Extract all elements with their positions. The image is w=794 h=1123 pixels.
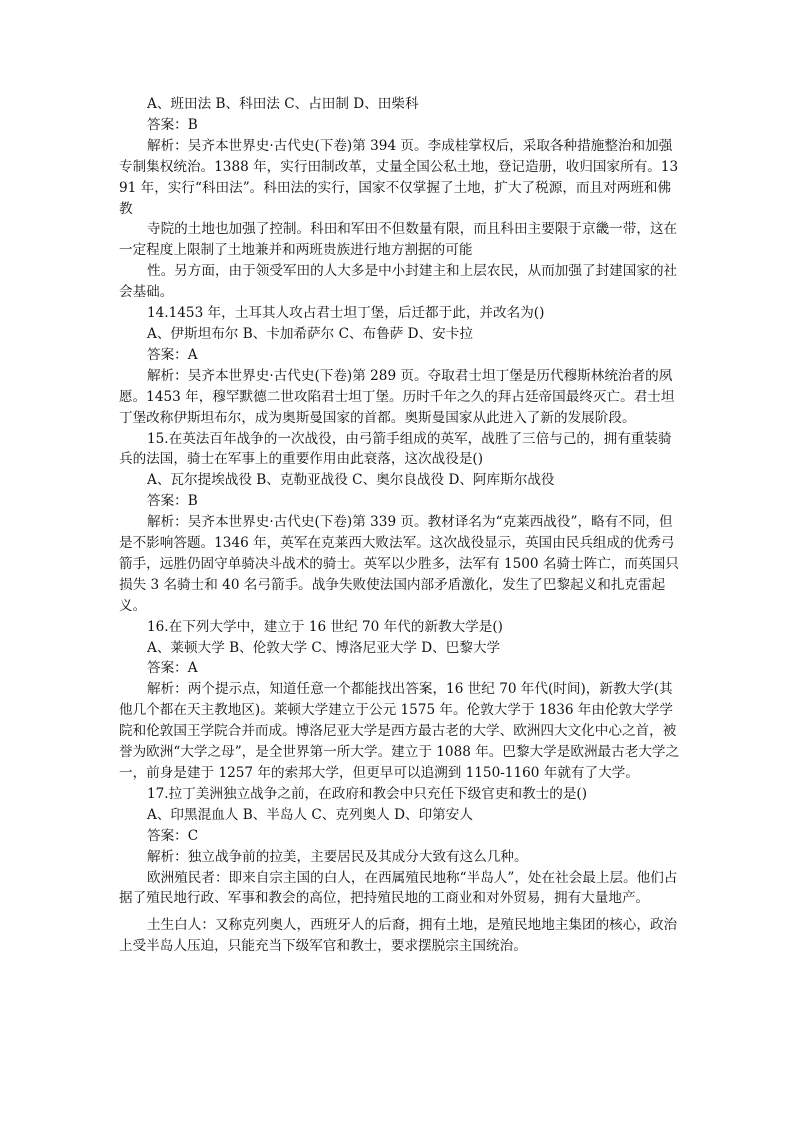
q15-answer: 答案：B — [147, 493, 198, 510]
q15-analysis: 解析：吴齐本世界史·古代史(下卷)第 339 页。教材译名为“克莱西战役”，略有不同，但是不影响答题。1346 年，英军在克莱西大败法军。这次战役显示，英国由民兵组成的优秀弓箭手，远胜仍固守单骑决斗战术的骑士。英军以少胜多，法军有 1500 名骑士阵亡，而英国只损失 3 名骑士和 40 名弓箭手。战争失败使法国内部矛盾激化，发生了巴黎起义和扎克雷起义。 — [119, 514, 679, 614]
q15-options: A、瓦尔提埃战役 B、克勒亚战役 C、奥尔良战役 D、阿库斯尔战役 — [147, 472, 555, 489]
q17-question: 17.拉丁美洲独立战争之前，在政府和教会中只充任下级官吏和教士的是() — [147, 785, 588, 802]
q16-analysis: 解析：两个提示点，知道任意一个都能找出答案，16 世纪 70 年代(时间)，新教大学(其他几个都在天主教地区)。莱顿大学建立于公元 1575 年。伦敦大学于 1836 年由伦敦大学学院和伦敦国王学院合并而成。博洛尼亚大学是西方最古老的大学、欧洲四大文化中心之首，被誉为欧洲“大学之母”，是全世界第一所大学。建立于 1088 年。巴黎大学是欧洲最古老大学之一，前身是建于 1257 年的索邦大学，但更早可以追溯到 1150-1160 年就有了大学。 — [119, 681, 680, 781]
q14-question: 14.1453 年，土耳其人攻占君士坦丁堡，后迁都于此，并改名为() — [147, 305, 545, 322]
q13-analysis-cont-1: 寺院的土地也加强了控制。科田和军田不但数量有限，而且科田主要限于京畿一带，这在一定程度上限制了土地兼并和两班贵族进行地方割据的可能 — [119, 221, 678, 259]
q16-options: A、莱顿大学 B、伦敦大学 C、博洛尼亚大学 D、巴黎大学 — [147, 639, 501, 656]
document-page — [119, 94, 684, 957]
q17-options: A、印黑混血人 B、半岛人 C、克列奥人 D、印第安人 — [147, 806, 473, 823]
q15-question: 15.在英法百年战争的一次战役，由弓箭手组成的英军，战胜了三倍与己的，拥有重装骑兵的法国，骑士在军事上的重要作用由此衰落，这次战役是() — [119, 430, 672, 468]
q14-answer: 答案：A — [147, 346, 198, 363]
q17-paragraph-creoles: 土生白人：又称克列奥人，西班牙人的后裔，拥有土地，是殖民地地主集团的核心，政治上受半岛人压迫，只能充当下级军官和教士，要求摆脱宗主国统治。 — [119, 917, 678, 955]
q14-options: A、伊斯坦布尔 B、卡加希萨尔 C、布鲁萨 D、安卡拉 — [147, 325, 473, 342]
q17-analysis: 解析：独立战争前的拉美，主要居民及其成分大致有这么几种。 — [147, 848, 528, 865]
q16-answer: 答案：A — [147, 660, 198, 677]
q16-question: 16.在下列大学中，建立于 16 世纪 70 年代的新教大学是() — [147, 618, 503, 635]
q13-analysis: 解析：吴齐本世界史·古代史(下卷)第 394 页。李成桂掌权后，采取各种措施整治和加强专制集权统治。1388 年，实行田制改革，丈量全国公私土地，登记造册，收归国家所有。1391 年，实行“科田法”。科田法的实行，国家不仅掌握了土地，扩大了税源，而且对两班和佛教 — [119, 137, 679, 217]
q13-analysis-cont-2: 性。另方面，由于领受军田的人大多是中小封建主和上层农民，从而加强了封建国家的社会基础。 — [119, 263, 678, 301]
q13-answer: 答案：B — [147, 116, 198, 133]
q17-answer: 答案：C — [147, 827, 199, 844]
q14-analysis: 解析：吴齐本世界史·古代史(下卷)第 289 页。夺取君士坦丁堡是历代穆斯林统治者的夙愿。1453 年，穆罕默德二世攻陷君士坦丁堡。历时千年之久的拜占廷帝国最终灭亡。君士坦丁堡改称伊斯坦布尔，成为奥斯曼国家的首都。奥斯曼国家从此进入了新的发展阶段。 — [119, 367, 675, 426]
q17-paragraph-colonists: 欧洲殖民者：即来自宗主国的白人，在西属殖民地称“半岛人”，处在社会最上层。他们占据了殖民地行政、军事和教会的高位，把持殖民地的工商业和对外贸易，拥有大量地产。 — [119, 869, 678, 907]
q13-options: A、班田法 B、科田法 C、占田制 D、田柴科 — [147, 96, 419, 112]
